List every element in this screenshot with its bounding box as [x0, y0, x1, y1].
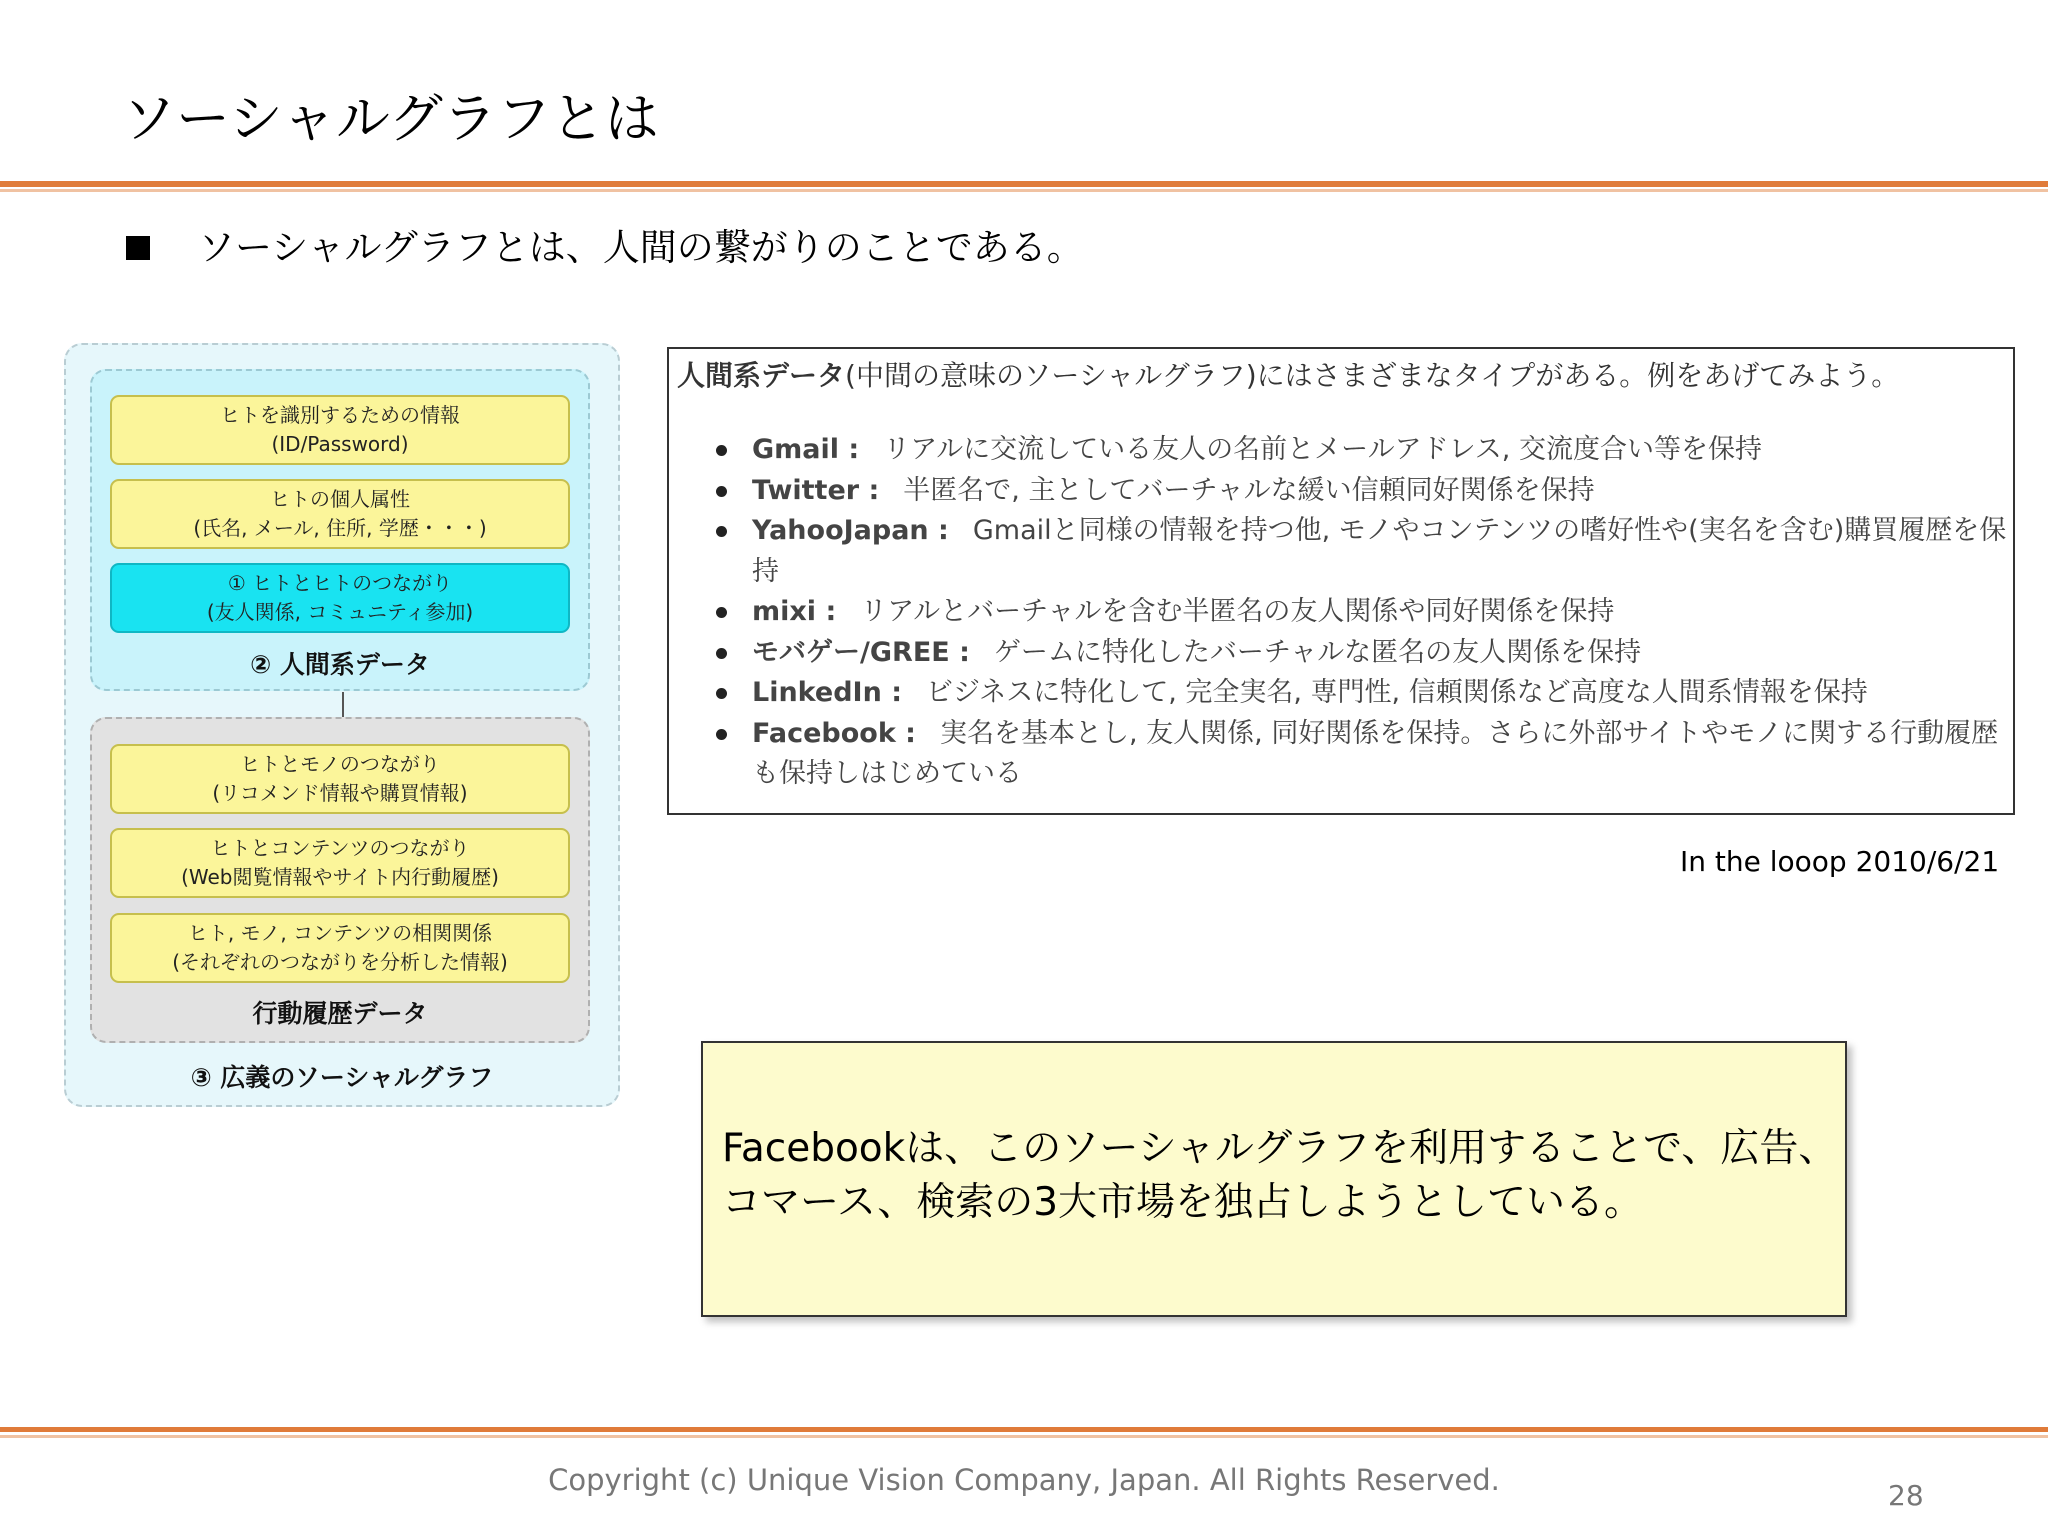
list-item — [710, 714, 2010, 795]
bullet-dot-icon — [716, 607, 727, 618]
box-line: (友人関係, コミュニティ参加) — [206, 600, 474, 624]
service-desc: ビジネスに特化して, 完全実名, 専門性, 信頼関係など高度な人間系情報を保持 — [926, 677, 1868, 708]
broad-social-graph-label: ③ 広義のソーシャルグラフ — [190, 1063, 494, 1092]
diagram-box-correlation — [110, 913, 570, 983]
diagram-box-contents — [110, 828, 570, 898]
box-line: (Web閲覧情報やサイト内行動履歴) — [181, 865, 499, 889]
diagram-box-things — [110, 744, 570, 814]
bullet-dot-icon — [716, 526, 727, 537]
list-item — [710, 592, 2010, 633]
group-connector-line — [342, 692, 344, 718]
bullet-dot-icon — [716, 688, 727, 699]
box-line: ヒト, モノ, コンテンツの相関関係 — [187, 921, 493, 945]
diagram-box-identity — [110, 395, 570, 465]
service-desc: ゲームに特化したバーチャルな匿名の友人関係を保持 — [993, 636, 1642, 668]
box-line: ヒトとモノのつながり — [240, 752, 440, 776]
box-line: (氏名, メール, 住所, 学歴・・・) — [193, 516, 487, 540]
human-data-label: ② 人間系データ — [250, 650, 430, 679]
copyright-text: Copyright (c) Unique Vision Company, Japan. All Rights Reserved. — [548, 1463, 1500, 1497]
bullet-dot-icon — [716, 729, 727, 740]
slide-title: ソーシャルグラフとは — [122, 87, 659, 150]
box-line: ヒトを識別するための情報 — [220, 403, 460, 427]
list-item — [710, 673, 2010, 714]
service-name: Gmail : — [752, 434, 860, 465]
service-name: mixi : — [752, 596, 837, 627]
page-number: 28 — [1888, 1479, 1924, 1512]
header-rule — [0, 181, 2048, 187]
service-name: Twitter : — [752, 474, 880, 506]
service-list — [710, 430, 2010, 795]
service-desc: リアルとバーチャルを含む半匿名の友人関係や同好関係を保持 — [860, 596, 1615, 627]
service-desc: Gmailと同様の情報を持つ他, モノやコンテンツの嗜好性や(実名を含む)購買履歴を保持 — [752, 515, 2007, 587]
box-line: ヒトの個人属性 — [270, 487, 410, 511]
service-name: モバゲー/GREE : — [752, 636, 970, 668]
box-line: (ID/Password) — [271, 432, 409, 456]
diagram-box-attributes — [110, 479, 570, 549]
list-item — [710, 633, 2010, 674]
heading-bold: 人間系データ — [677, 359, 846, 392]
square-bullet-icon — [126, 236, 150, 260]
main-bullet-text: ソーシャルグラフとは、人間の繋がりのことである。 — [198, 226, 1084, 269]
box-line: (それぞれのつながりを分析した情報) — [172, 950, 508, 974]
bullet-dot-icon — [716, 648, 727, 659]
bullet-dot-icon — [716, 486, 727, 497]
facebook-note-text — [722, 1122, 1842, 1230]
service-name: Facebook : — [752, 717, 916, 749]
source-citation: In the looop 2010/6/21 — [1680, 845, 2000, 878]
footer-rule — [0, 1427, 2048, 1432]
service-name: LinkedIn : — [752, 677, 903, 708]
service-desc: リアルに交流している友人の名前とメールアドレス, 交流度合い等を保持 — [883, 434, 1762, 465]
data-types-heading — [677, 356, 1899, 396]
list-item — [710, 511, 2010, 592]
bullet-dot-icon — [716, 445, 727, 456]
box-line: (リコメンド情報や購買情報) — [212, 781, 468, 805]
diagram-box-relations — [110, 563, 570, 633]
box-line: ヒトとコンテンツのつながり — [210, 836, 470, 860]
list-item — [710, 471, 2010, 512]
service-name: YahooJapan : — [752, 515, 949, 546]
action-history-label: 行動履歴データ — [252, 999, 428, 1028]
service-desc: 半匿名で, 主としてバーチャルな緩い信頼同好関係を保持 — [903, 474, 1595, 506]
service-desc: 実名を基本とし, 友人関係, 同好関係を保持。さらに外部サイトやモノに関する行動履歴も保持しはじめている — [752, 717, 1999, 789]
note-line: Facebookは、このソーシャルグラフを利用することで、広告、 — [722, 1126, 1838, 1171]
heading-rest: (中間の意味のソーシャルグラフ)にはさまざまなタイプがある。例をあげてみよう。 — [845, 359, 1900, 392]
footer-rule-shadow — [0, 1435, 2048, 1438]
note-line: コマース、検索の3大市場を独占しようとしている。 — [722, 1180, 1644, 1225]
box-line: ① ヒトとヒトのつながり — [227, 571, 453, 595]
header-rule-shadow — [0, 189, 2048, 192]
list-item — [710, 430, 2010, 471]
